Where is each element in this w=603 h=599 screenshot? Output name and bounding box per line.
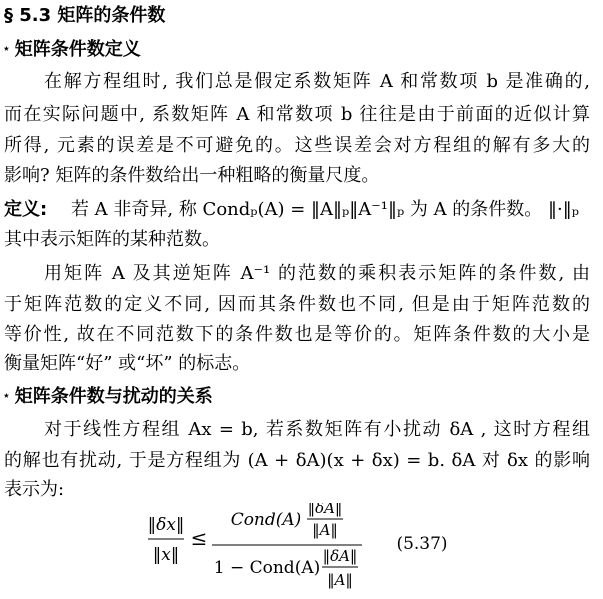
- inner-denominator: ‖A‖: [312, 521, 338, 539]
- inner-numerator: ‖δA‖: [307, 503, 343, 517]
- paragraph-line: 表示为:: [4, 479, 65, 500]
- star-bullet-icon: ⋆: [2, 41, 11, 57]
- subsection-title: 矩阵条件数与扰动的关系: [14, 386, 213, 407]
- star-bullet-icon: ⋆: [2, 388, 11, 404]
- definition-label: 定义:: [4, 199, 48, 220]
- den-prefix: 1 − Cond(A): [213, 558, 321, 578]
- definition-line: [4, 198, 579, 222]
- lhs-denominator: ‖x‖: [152, 545, 180, 565]
- inner-denominator: ‖A‖: [327, 571, 353, 589]
- paragraph-line: 的解也有扰动, 于是方程组为 (A + δA)(x + δx) = b. δA 对 δx 的影响: [4, 450, 590, 471]
- subsection-title: 矩阵条件数定义: [14, 39, 141, 60]
- paragraph-line: 对于线性方程组 Ax = b, 若系数矩阵有小扰动 δA , 这时方程组: [44, 419, 590, 440]
- paragraph-line: 等价性, 故在不同范数下的条件数也是等价的。矩阵条件数的大小是: [4, 324, 590, 345]
- paragraph-line: 影响? 矩阵的条件数给出一种粗略的衡量尺度。: [4, 165, 380, 186]
- equation-number: (5.37): [396, 534, 448, 554]
- paragraph-line: 而在实际问题中, 系数矩阵 A 和常数项 b 往往是由于前面的近似计算: [4, 104, 590, 125]
- paragraph-line: 于矩阵范数的定义不同, 因而其条件数也不同, 但是由于矩阵范数的: [4, 294, 590, 315]
- inner-numerator: ‖δA‖: [322, 547, 358, 565]
- paragraph-line: 在解方程组时, 我们总是假定系数矩阵 A 和常数项 b 是准确的,: [44, 71, 590, 92]
- definition-line: 其中表示矩阵的某种范数。: [4, 229, 220, 250]
- display-equation: [0, 503, 603, 595]
- subsection-heading-definition: [2, 37, 141, 62]
- subsection-heading-perturbation: [2, 384, 213, 409]
- section-title: § 5.3 矩阵的条件数: [4, 5, 166, 26]
- paragraph-line: 用矩阵 A 及其逆矩阵 A⁻¹ 的范数的乘积表示矩阵的条件数, 由: [44, 263, 590, 284]
- paragraph-line: 所得, 元素的误差是不可避免的。这些误差会对方程组的解有多大的: [4, 135, 590, 156]
- paragraph-line: 衡量矩阵“好” 或“坏” 的标志。: [4, 353, 251, 374]
- definition-text: 若 A 非奇异, 称 Condₚ(A) = ‖A‖ₚ‖A⁻¹‖ₚ 为 A 的条件数。 ‖·‖ₚ: [70, 199, 579, 220]
- cond-numerator: Cond(A): [230, 510, 302, 530]
- relation-symbol: ≤: [190, 526, 208, 550]
- lhs-numerator: ‖δx‖: [147, 515, 185, 535]
- equation-svg: [0, 503, 603, 595]
